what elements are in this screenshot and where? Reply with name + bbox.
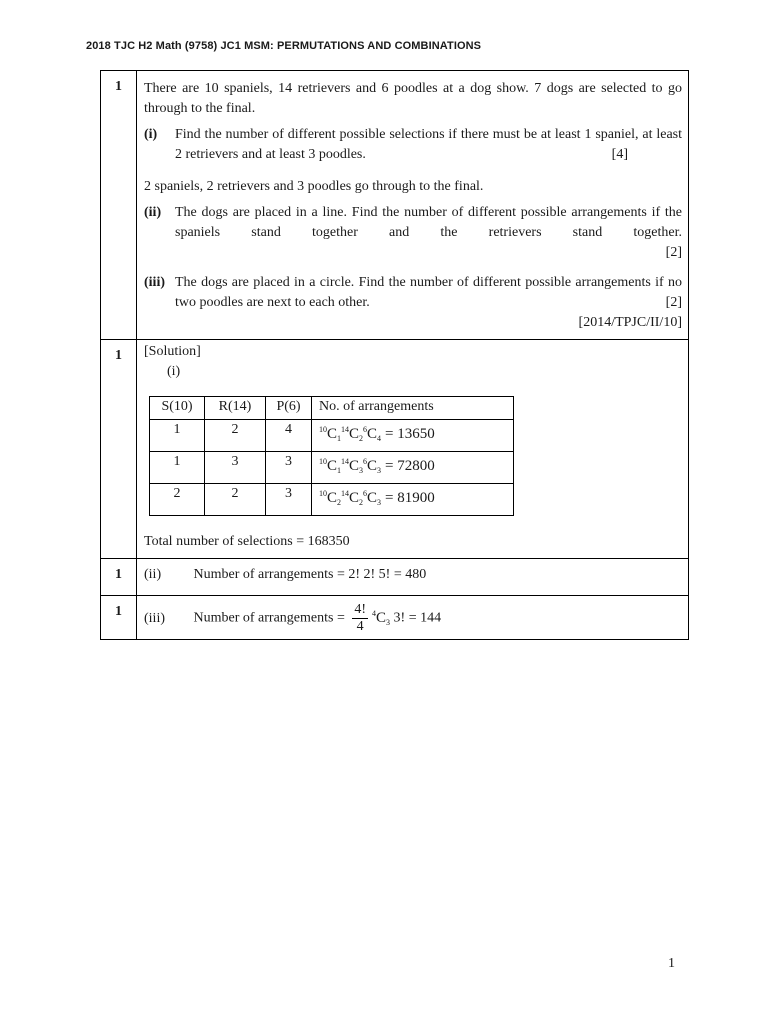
fraction-denominator: 4 <box>356 619 364 634</box>
part-iii-text: The dogs are placed in a circle. Find the number of different possible arrangements if no two poodles are next to each other. <box>175 275 682 310</box>
solution-body <box>137 340 688 558</box>
solution-table-header <box>150 397 514 420</box>
solution-iii-number: 1 <box>101 596 137 639</box>
cell-s: 1 <box>150 452 205 484</box>
page-number: 1 <box>668 956 675 971</box>
question-intro: There are 10 spaniels, 14 retrievers and 6 poodles at a dog show. 7 dogs are selected to go through to the final. <box>144 81 682 116</box>
solution-iii-label: (iii) <box>144 610 165 626</box>
cell-p: 3 <box>266 452 312 484</box>
question-number: 1 <box>101 71 137 339</box>
solution-row-iii <box>101 595 688 639</box>
part-ii <box>144 203 682 263</box>
solution-table-rows <box>150 420 514 516</box>
solution-number: 1 <box>101 340 137 558</box>
part-i-marks: [4] <box>611 147 628 162</box>
document-header: 2018 TJC H2 Math (9758) JC1 MSM: PERMUTATIONS AND COMBINATIONS <box>86 40 482 52</box>
table-row <box>150 484 514 516</box>
part-i-text: Find the number of different possible selections if there must be at least 1 spaniel, at least 2 retrievers and at least 3 poodles. <box>175 127 682 162</box>
part-iii <box>144 273 682 313</box>
header-r: R(14) <box>205 397 266 420</box>
cell-r: 2 <box>205 484 266 516</box>
solution-row-i <box>101 339 688 558</box>
solution-iii-text: Number of arrangements = <box>193 610 345 626</box>
cell-arrangement: $^{10}C_1^{14}C_2^6C_4 = 13650$ <box>312 420 514 452</box>
part-ii-label: (ii) <box>144 205 162 220</box>
question-row <box>101 71 688 339</box>
solution-row-ii <box>101 558 688 595</box>
part-ii-text: The dogs are placed in a line. Find the number of different possible arrangements if the spaniels stand together and the retrievers stand together. <box>175 205 682 240</box>
comb-sup: 4 <box>372 608 377 618</box>
cell-s: 1 <box>150 420 205 452</box>
part-i <box>144 125 682 165</box>
header-arrangements: No. of arrangements <box>312 397 514 420</box>
question-source: [2014/TPJC/II/10] <box>578 315 682 330</box>
cell-arrangement: $^{10}C_1^{14}C_3^6C_3 = 72800$ <box>312 452 514 484</box>
part-ii-marks: [2] <box>665 245 682 260</box>
question-middle: 2 spaniels, 2 retrievers and 3 poodles go through to the final. <box>144 179 484 194</box>
solution-iii-tail: 3! = 144 <box>393 610 442 626</box>
cell-s: 2 <box>150 484 205 516</box>
cell-r: 3 <box>205 452 266 484</box>
question-body <box>137 71 688 339</box>
solution-part-label: (i) <box>167 364 181 379</box>
solution-ii-label: (ii) <box>144 567 162 582</box>
solution-title: [Solution] <box>144 344 201 359</box>
table-row <box>150 420 514 452</box>
solution-ii-text: Number of arrangements = 2! 2! 5! = 480 <box>193 567 427 582</box>
cell-p: 4 <box>266 420 312 452</box>
cell-arrangement: $^{10}C_2^{14}C_2^6C_3 = 81900$ <box>312 484 514 516</box>
part-iii-label: (iii) <box>144 275 165 290</box>
solution-total: Total number of selections = 168350 <box>144 534 350 549</box>
part-i-label: (i) <box>144 127 158 142</box>
question-table <box>100 70 689 640</box>
table-row <box>150 452 514 484</box>
fraction-numerator: 4! <box>354 602 367 617</box>
header-s: S(10) <box>150 397 205 420</box>
cell-r: 2 <box>205 420 266 452</box>
part-iii-marks: [2] <box>665 295 682 310</box>
header-p: P(6) <box>266 397 312 420</box>
solution-table <box>149 396 514 516</box>
combination-term: $^4C_3$ <box>372 608 391 627</box>
cell-p: 3 <box>266 484 312 516</box>
fraction <box>352 602 368 635</box>
comb-sub: 3 <box>386 617 391 627</box>
solution-ii-number: 1 <box>101 559 137 595</box>
